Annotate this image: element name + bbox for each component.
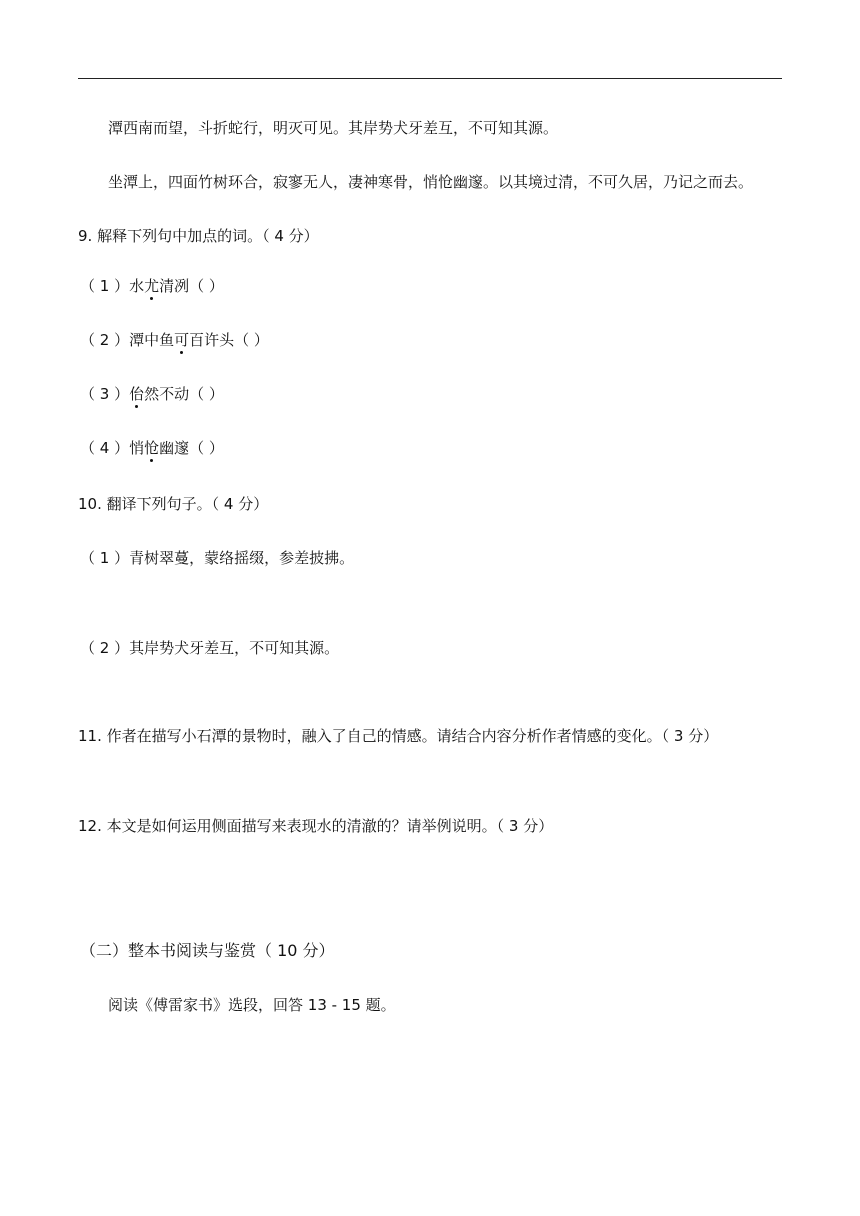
item-text: （ 3 ） — [80, 385, 130, 403]
question-9-item-4 — [80, 438, 224, 458]
question-9-item-3 — [80, 384, 224, 404]
dotted-word: 尤 — [144, 277, 160, 295]
passage-paragraph-2: 坐潭上，四面竹树环合，寂寥无人，凄神寒骨，悄怆幽邃。以其境过清，不可久居，乃记之而去。 — [108, 173, 754, 191]
item-text: （ 4 ）悄 — [80, 439, 145, 457]
item-text: 百许头（ ） — [189, 331, 269, 349]
question-9-title: 9. 解释下列句中加点的词。（ 4 分） — [78, 227, 319, 245]
dotted-word: 可 — [174, 331, 190, 349]
question-11-title: 11. 作者在描写小石潭的景物时，融入了自己的情感。请结合内容分析作者情感的变化。（ 3 分） — [78, 727, 719, 745]
header-rule — [78, 78, 782, 79]
dotted-word: 佁 — [129, 385, 145, 403]
section-2-instruction: 阅读《傅雷家书》选段，回答 13 - 15 题。 — [108, 996, 396, 1014]
question-9-item-1 — [80, 276, 224, 296]
item-text: （ 1 ）水 — [80, 277, 145, 295]
question-10-item-2: （ 2 ）其岸势犬牙差互，不可知其源。 — [80, 639, 340, 657]
dotted-word: 怆 — [144, 439, 160, 457]
section-2-heading: （二）整本书阅读与鉴赏（ 10 分） — [80, 941, 335, 960]
item-text: 清冽（ ） — [159, 277, 224, 295]
question-10-title: 10. 翻译下列句子。（ 4 分） — [78, 495, 269, 513]
item-text: （ 2 ）潭中鱼 — [80, 331, 175, 349]
item-text: 然不动（ ） — [144, 385, 224, 403]
item-text: 幽邃（ ） — [159, 439, 224, 457]
question-10-item-1: （ 1 ）青树翠蔓，蒙络摇缀，参差披拂。 — [80, 549, 355, 567]
passage-paragraph-1: 潭西南而望，斗折蛇行，明灭可见。其岸势犬牙差互，不可知其源。 — [108, 119, 559, 137]
question-9-item-2 — [80, 330, 269, 350]
question-12-title: 12. 本文是如何运用侧面描写来表现水的清澈的？请举例说明。（ 3 分） — [78, 817, 554, 835]
